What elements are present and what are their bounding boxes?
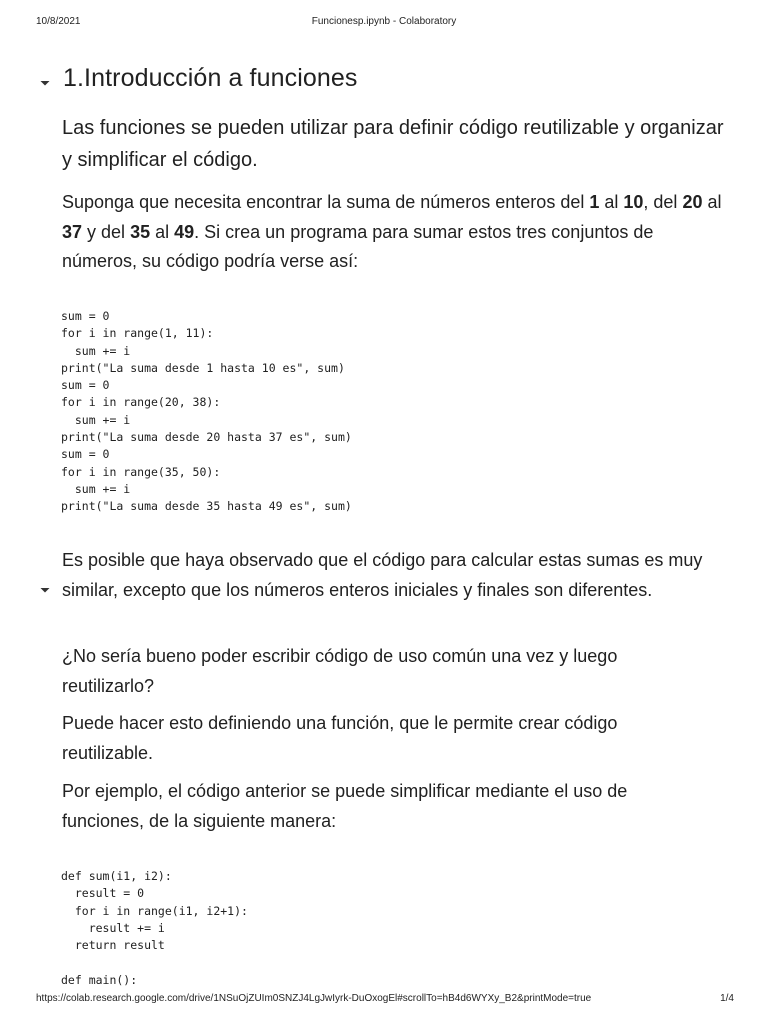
section-collapse-toggle[interactable]: [38, 76, 52, 90]
code-line: [61, 954, 248, 971]
bold-number: 20: [682, 192, 703, 212]
sum-description-paragraph: [62, 188, 732, 277]
code-line: result = 0: [61, 886, 145, 901]
code-line: print("La suma desde 1 hasta 10 es", sum): [61, 360, 345, 375]
code-line: print("La suma desde 20 hasta 37 es", sum): [61, 430, 352, 445]
section-heading: 1.Introducción a funciones: [63, 64, 358, 92]
code-line: sum = 0: [61, 378, 110, 393]
print-header: [0, 16, 768, 32]
code-line: def main():: [61, 972, 138, 987]
code-line: sum += i: [61, 481, 131, 496]
code-line: sum += i: [61, 412, 131, 427]
bold-number: 1: [589, 192, 600, 212]
text-segment: y del: [82, 221, 131, 242]
code-line: for i in range(1, 11):: [61, 326, 214, 341]
code-line: print("La suma desde 35 hasta 49 es", sum): [61, 499, 352, 514]
code-line: return result: [61, 938, 165, 953]
bold-number: 37: [62, 221, 83, 242]
print-title: Funcionesp.ipynb - Colaboratory: [311, 16, 457, 27]
bold-number: 35: [130, 221, 151, 242]
intro-paragraph: Las funciones se pueden utilizar para definir código reutilizable y organizar y simplificar el código.: [62, 117, 724, 171]
code-line: for i in range(20, 38):: [61, 395, 221, 410]
code-line: for i in range(i1, i2+1):: [61, 903, 248, 918]
text-segment: . Si crea un programa para sumar estos tres conjuntos de números, su código podría verse así:: [62, 221, 654, 271]
code-line: sum = 0: [61, 309, 110, 323]
reuse-question-paragraph: ¿No sería bueno poder escribir código de uso común una vez y luego reutilizarlo?: [62, 646, 618, 696]
print-footer: [0, 993, 768, 1009]
text-segment: al: [150, 221, 175, 242]
text-segment: , del: [643, 192, 683, 212]
cell-collapse-toggle[interactable]: [38, 583, 52, 597]
bold-number: 49: [174, 221, 195, 242]
bold-number: 10: [623, 192, 644, 212]
caret-down-icon: [38, 583, 52, 597]
caret-down-icon: [38, 76, 52, 90]
code-line: def sum(i1, i2):: [61, 869, 172, 883]
similar-code-paragraph: Es posible que haya observado que el código para calcular estas sumas es muy similar, excepto que los números enteros iniciales y finales son diferentes.: [62, 550, 703, 600]
code-block-function[interactable]: [61, 868, 248, 989]
page-number: 1/4: [720, 993, 734, 1004]
code-line: sum = 0: [61, 447, 110, 462]
example-paragraph: Por ejemplo, el código anterior se puede simplificar mediante el uso de funciones, de la siguiente manera:: [62, 781, 628, 831]
code-block-loops[interactable]: [61, 308, 352, 516]
print-url: https://colab.research.google.com/drive/1NSuOjZUIm0SNZJ4LgJwIyrk-DuOxogEl#scrollTo=hB4d6WYXy_B2&printMode=true: [36, 993, 592, 1004]
define-function-paragraph: Puede hacer esto definiendo una función, que le permite crear código reutilizable.: [62, 713, 618, 763]
print-date: 10/8/2021: [36, 16, 81, 27]
code-line: for i in range(35, 50):: [61, 464, 221, 479]
code-line: result += i: [61, 920, 165, 935]
text-segment: al: [599, 192, 624, 212]
code-line: sum += i: [61, 343, 131, 358]
text-segment: Suponga que necesita encontrar la suma de números enteros del: [62, 192, 590, 212]
text-segment: al: [702, 192, 722, 212]
